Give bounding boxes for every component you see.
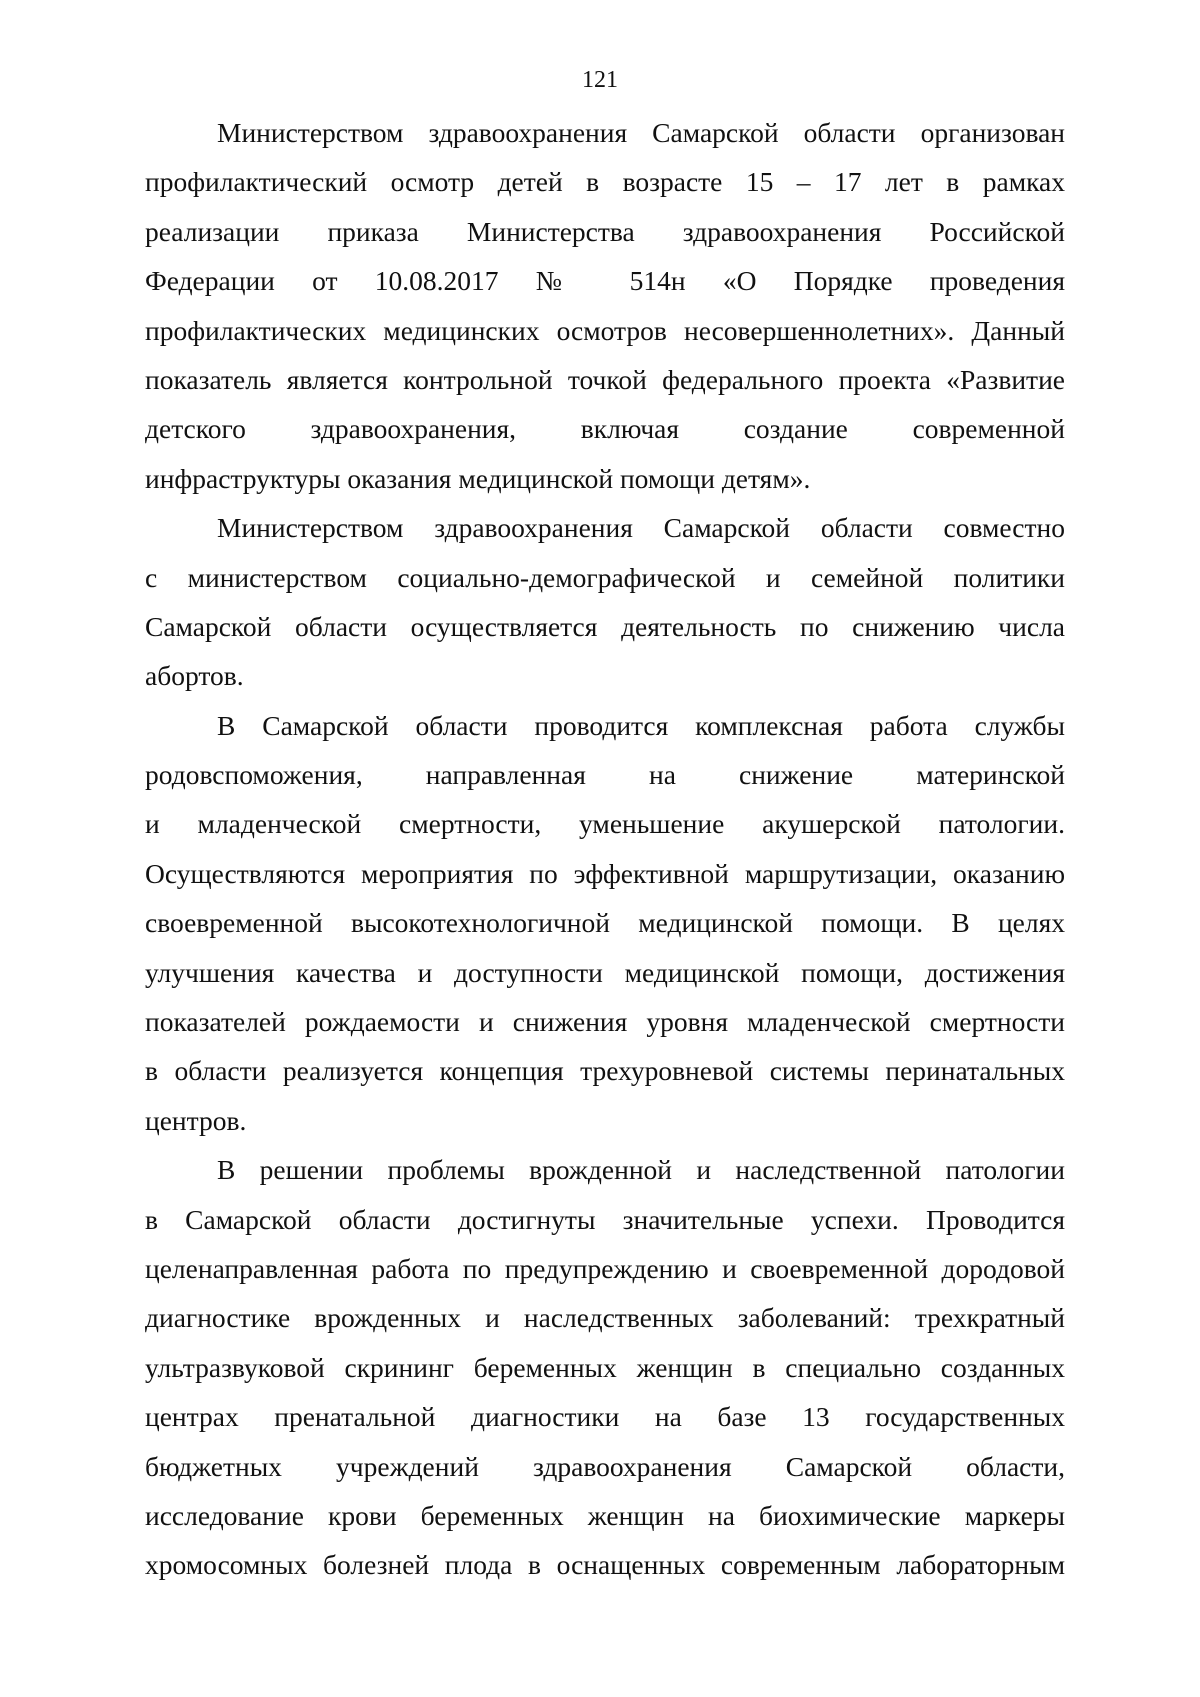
text-line: реализации приказа Министерства здравоохранения Российской [145,215,1065,247]
text-line: показатель является контрольной точкой федерального проекта «Развитие [145,363,1065,395]
text-line: профилактических медицинских осмотров несовершеннолетних». Данный [145,314,1065,346]
page-number: 121 [582,67,618,93]
text-line: исследование крови беременных женщин на биохимические маркеры [145,1499,1065,1531]
text-line: Самарской области осуществляется деятельность по снижению числа [145,610,1065,642]
text-line: профилактический осмотр детей в возрасте 15 – 17 лет в рамках [145,166,1065,198]
text-line: Федерации от 10.08.2017 № 514н «О Порядке проведения [145,265,1065,297]
text-line: детского здравоохранения, включая создание современной [145,413,1065,445]
text-line: в области реализуется концепция трехуровневой системы перинатальных [145,1055,1065,1087]
text-line: В Самарской области проводится комплексная работа службы [217,709,1065,741]
text-line: хромосомных болезней плода в оснащенных современным лабораторным [145,1549,1065,1581]
text-line: бюджетных учреждений здравоохранения Самарской области, [145,1450,1065,1482]
text-line: абортов. [145,660,244,692]
text-line: в Самарской области достигнуты значительные успехи. Проводится [145,1203,1065,1235]
paragraph-2 [145,503,1065,701]
text-line: ультразвуковой скрининг беременных женщин в специально созданных [145,1351,1065,1383]
text-line: своевременной высокотехнологичной медицинской помощи. В целях [145,907,1065,939]
text-line: целенаправленная работа по предупреждению и своевременной дородовой [145,1252,1065,1284]
text-line: с министерством социально-демографической и семейной политики [145,561,1065,593]
paragraph-4 [145,1145,1065,1590]
text-line: инфраструктуры оказания медицинской помощи детям». [145,462,811,494]
text-line: показателей рождаемости и снижения уровня младенческой смертности [145,1006,1065,1038]
text-line: центрах пренатальной диагностики на базе 13 государственных [145,1401,1065,1433]
text-line: Осуществляются мероприятия по эффективной маршрутизации, оказанию [145,857,1065,889]
text-line: Министерством здравоохранения Самарской области совместно [217,512,1065,544]
paragraph-1 [145,108,1065,503]
document-body [145,108,1065,1590]
text-line: и младенческой смертности, уменьшение акушерской патологии. [145,808,1065,840]
text-line: центров. [145,1104,247,1136]
text-line: родовспоможения, направленная на снижение материнской [145,759,1065,791]
text-line: В решении проблемы врожденной и наследственной патологии [217,1154,1065,1186]
text-line: Министерством здравоохранения Самарской области организован [217,117,1065,148]
paragraph-3 [145,701,1065,1146]
text-line: улучшения качества и доступности медицинской помощи, достижения [145,956,1065,988]
text-line: диагностике врожденных и наследственных заболеваний: трехкратный [145,1302,1065,1334]
